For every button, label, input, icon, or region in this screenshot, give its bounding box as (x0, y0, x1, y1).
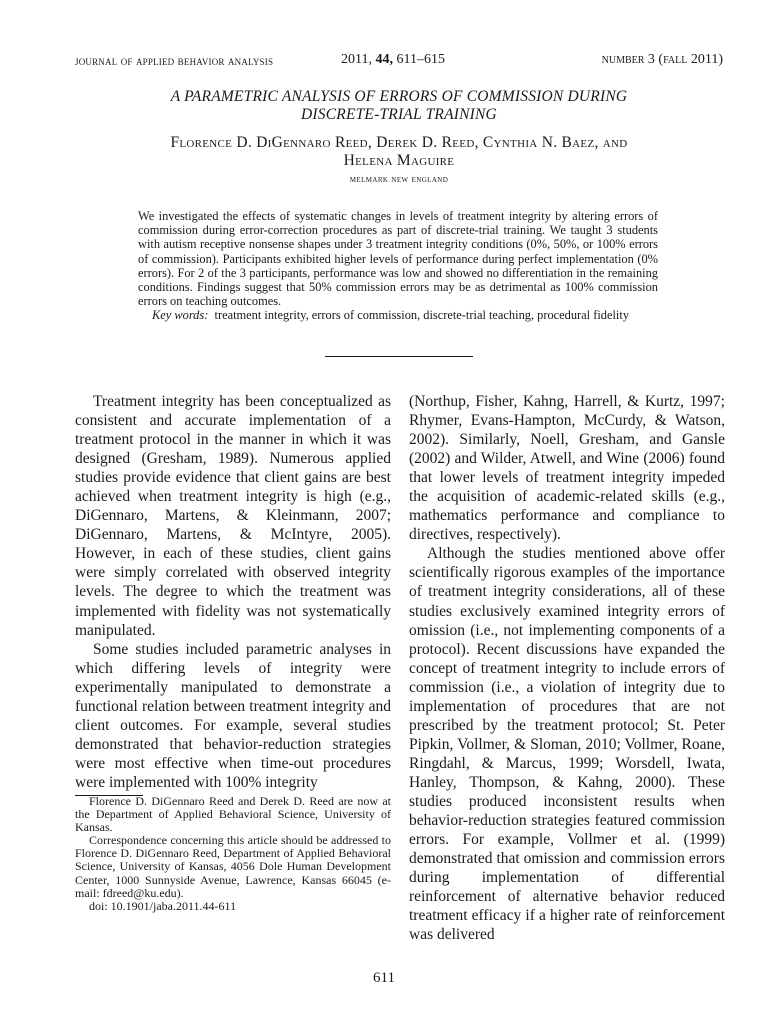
article-title (75, 88, 723, 124)
year: 2011, (341, 52, 372, 67)
keywords (138, 308, 658, 322)
title-line-1: A PARAMETRIC ANALYSIS OF ERRORS OF COMMISSION DURING (170, 88, 628, 105)
author-list (75, 134, 723, 170)
title-line-2: DISCRETE-TRIAL TRAINING (301, 106, 497, 123)
keywords-label: Key words: (152, 308, 209, 323)
body-paragraph: Some studies included parametric analyses in which differing levels of integrity were experimentally manipulated to demonstrate a functional relation between treatment integrity and client outcomes. For example, several studies demonstrated that behavior-reduction strategies were most effective when time-out procedures were implemented with 100% integrity (75, 640, 391, 791)
body-paragraph: Although the studies mentioned above offer scientifically rigorous examples of the importance of treatment integrity considerations, all of these studies exclusively examined integrity errors of omission (i.e., not implementing components of a protocol). Recent discussions have expanded the concept of treatment integrity to include errors of commission (i.e., a violation of integrity due to implementation of procedures that are not prescribed by the treatment protocol; St. Peter Pipkin, Vollmer, & Sloman, 2010; Vollmer, Roane, Ringdahl, & Marcus, 1999; Worsdell, Iwata, Hanley, Thompson, & Kahng, 2000). These studies produced inconsistent results when behavior-reduction strategies featured commission errors. For example, Vollmer et al. (1999) demonstrated that omission and commission errors during implementation of differential reinforcement of alternative behavior reduced treatment efficacy if a higher rate of reinforcement was delivered (409, 545, 725, 944)
keywords-text: treatment integrity, errors of commission, discrete-trial teaching, procedural fidelity (214, 308, 630, 323)
volume: 44, (375, 52, 393, 67)
abstract-text: We investigated the effects of systematic changes in levels of treatment integrity by altering errors of commission during error-correction procedures as part of discrete-trial training. We taught 3 students with autism receptive nonsense shapes under 3 treatment integrity conditions (0%, 50%, or 100% errors of commission). Participants exhibited higher levels of performance during perfect implementation (0% errors). For 2 of the 3 participants, performance was low and showed no differentiation in the remaining conditions. Findings suggest that 50% commission errors may be as detrimental as 100% commission errors on teaching outcomes. (138, 209, 658, 309)
affiliation: melmark new england (349, 174, 449, 185)
section-divider (325, 356, 473, 357)
citation (341, 52, 445, 68)
running-header (75, 52, 723, 70)
body-paragraph: Treatment integrity has been conceptualized as consistent and accurate implementation of a treatment protocol in the manner in which it was designed (Gresham, 1989). Numerous applied studies provide evidence that client gains are best achieved when treatment integrity is high (e.g., DiGennaro, Martens, & Kleinmann, 2007; DiGennaro, Martens, & McIntyre, 2005). However, in each of these studies, client gains were simply correlated with observed integrity levels. The degree to which the treatment was implemented with fidelity was not systematically manipulated. (75, 393, 391, 639)
abstract (138, 209, 658, 323)
footnote: Florence D. DiGennaro Reed and Derek D. Reed are now at the Department of Applied Behavioral Science, University of Kansas. (75, 794, 391, 835)
right-column (409, 392, 725, 944)
footnote-doi: doi: 10.1901/jaba.2011.44-611 (89, 898, 237, 913)
journal-name: journal of applied behavior analysis (75, 54, 274, 68)
page-range: 611–615 (396, 52, 445, 67)
body-paragraph: (Northup, Fisher, Kahng, Harrell, & Kurtz, 1997; Rhymer, Evans-Hampton, McCurdy, & Watson, 2002). Similarly, Noell, Gresham, and Gansle (2002) and Wilder, Atwell, and Wine (2006) found that lower levels of treatment integrity impeded the acquisition of academic-related skills (e.g., mathematics performance and compliance to directives, respectively). (409, 393, 725, 544)
page-number: 611 (373, 970, 395, 986)
footnotes (75, 795, 391, 913)
footnote: Correspondence concerning this article should be addressed to Florence D. DiGennaro Reed, Department of Applied Behavioral Science, University of Kansas, 4056 Dole Human Development Center, 1000 Sunnyside Avenue, Lawrence, Kansas 66045 (e-mail: fdreed@ku.edu). (75, 833, 391, 900)
issue-info: number 3 (fall 2011) (601, 52, 723, 67)
authors-line-2: Helena Maguire (343, 152, 455, 169)
left-column (75, 392, 391, 792)
authors-line-1: Florence D. DiGennaro Reed, Derek D. Reed, Cynthia N. Baez, and (170, 134, 628, 151)
